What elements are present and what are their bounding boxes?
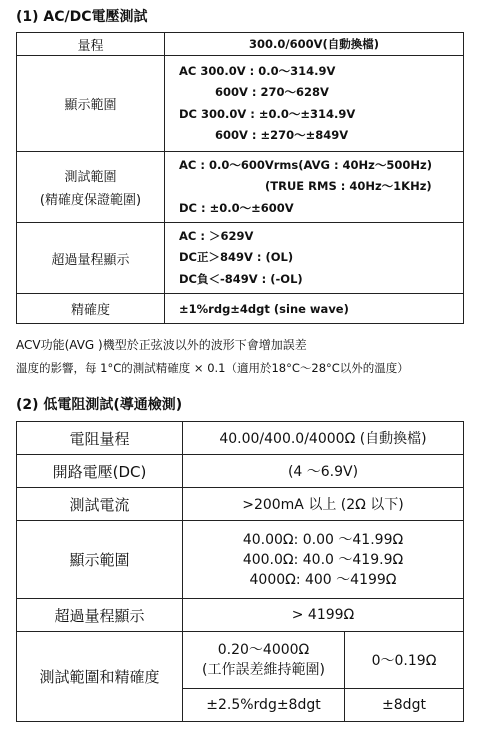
accuracy-value: ±1%rdg±4dgt (sine wave) (165, 294, 464, 324)
test-range-label (17, 152, 165, 223)
display-range-line: DC 300.0V : ±0.0～±314.9V (179, 106, 356, 121)
accuracy-1: ±2.5%rdg±8dgt (183, 689, 345, 722)
test-range-line: (TRUE RMS : 40Hz～1KHz) (265, 179, 432, 194)
resistance-range-label: 電阻量程 (17, 422, 183, 455)
display-range-line: 600V : ±270～±849V (215, 128, 349, 142)
display-range-line: 600V : 270～628V (215, 85, 329, 99)
test-range-1-value: 0.20～4000Ω (217, 642, 310, 658)
note-temperature: 溫度的影響，每 1°C的測試精確度 × 0.1（適用於18°C～28°C以外的溫度） (16, 361, 409, 375)
test-current-value: >200mA 以上 (2Ω 以下) (183, 488, 464, 521)
overrange-values (165, 223, 464, 294)
test-range-line: AC : 0.0～600Vrms(AVG : 40Hz～500Hz) (179, 157, 432, 172)
display-range-line: AC 300.0V : 0.0～314.9V (179, 63, 336, 78)
display-range-values (165, 56, 464, 152)
range-value: 300.0/600V(自動換檔) (165, 33, 464, 56)
resistance-display-line: 40.00Ω: 0.00 ～41.99Ω (242, 531, 404, 548)
section1-title: (1) AC/DC電壓測試 (16, 9, 148, 25)
voltage-spec-table (16, 32, 464, 324)
resistance-spec-table (16, 421, 464, 722)
resistance-display-line: 400.0Ω: 40.0 ～419.9Ω (242, 551, 404, 568)
display-range-label: 顯示範圍 (17, 56, 165, 152)
resistance-range-value: 40.00/400.0/4000Ω (自動換檔) (183, 422, 464, 455)
test-range-values (165, 152, 464, 223)
range-label: 量程 (17, 33, 165, 56)
test-range-1-note: (工作誤差維持範圍) (202, 662, 325, 678)
test-range-label-line: (精確度保證範圍) (39, 193, 142, 208)
resistance-display-range-values (183, 521, 464, 599)
test-range-line: DC : ±0.0～±600V (179, 200, 294, 215)
test-range-label-line: 測試範圍 (64, 170, 117, 185)
overrange-line: DC正＞849V : (OL) (179, 250, 294, 265)
overrange-label: 超過量程顯示 (17, 223, 165, 294)
section2-title: (2) 低電阻測試(導通檢測) (16, 397, 183, 413)
open-voltage-label: 開路電壓(DC) (17, 455, 183, 488)
note-waveform: ACV功能(AVG )機型於正弦波以外的波形下會增加誤差 (16, 338, 307, 352)
accuracy-2: ±8dgt (345, 689, 464, 722)
resistance-display-range-label: 顯示範圍 (17, 521, 183, 599)
resistance-overrange-label: 超過量程顯示 (17, 599, 183, 632)
open-voltage-value: (4 ～6.9V) (183, 455, 464, 488)
resistance-display-line: 4000Ω: 400 ～4199Ω (249, 571, 397, 588)
overrange-line: AC : ＞629V (179, 228, 254, 243)
test-range-accuracy-label: 測試範圍和精確度 (17, 632, 183, 722)
test-range-2: 0～0.19Ω (345, 632, 464, 689)
accuracy-label: 精確度 (17, 294, 165, 324)
test-range-1 (183, 632, 345, 689)
resistance-overrange-value: > 4199Ω (183, 599, 464, 632)
test-current-label: 測試電流 (17, 488, 183, 521)
overrange-line: DC負＜-849V : (-OL) (179, 271, 303, 286)
